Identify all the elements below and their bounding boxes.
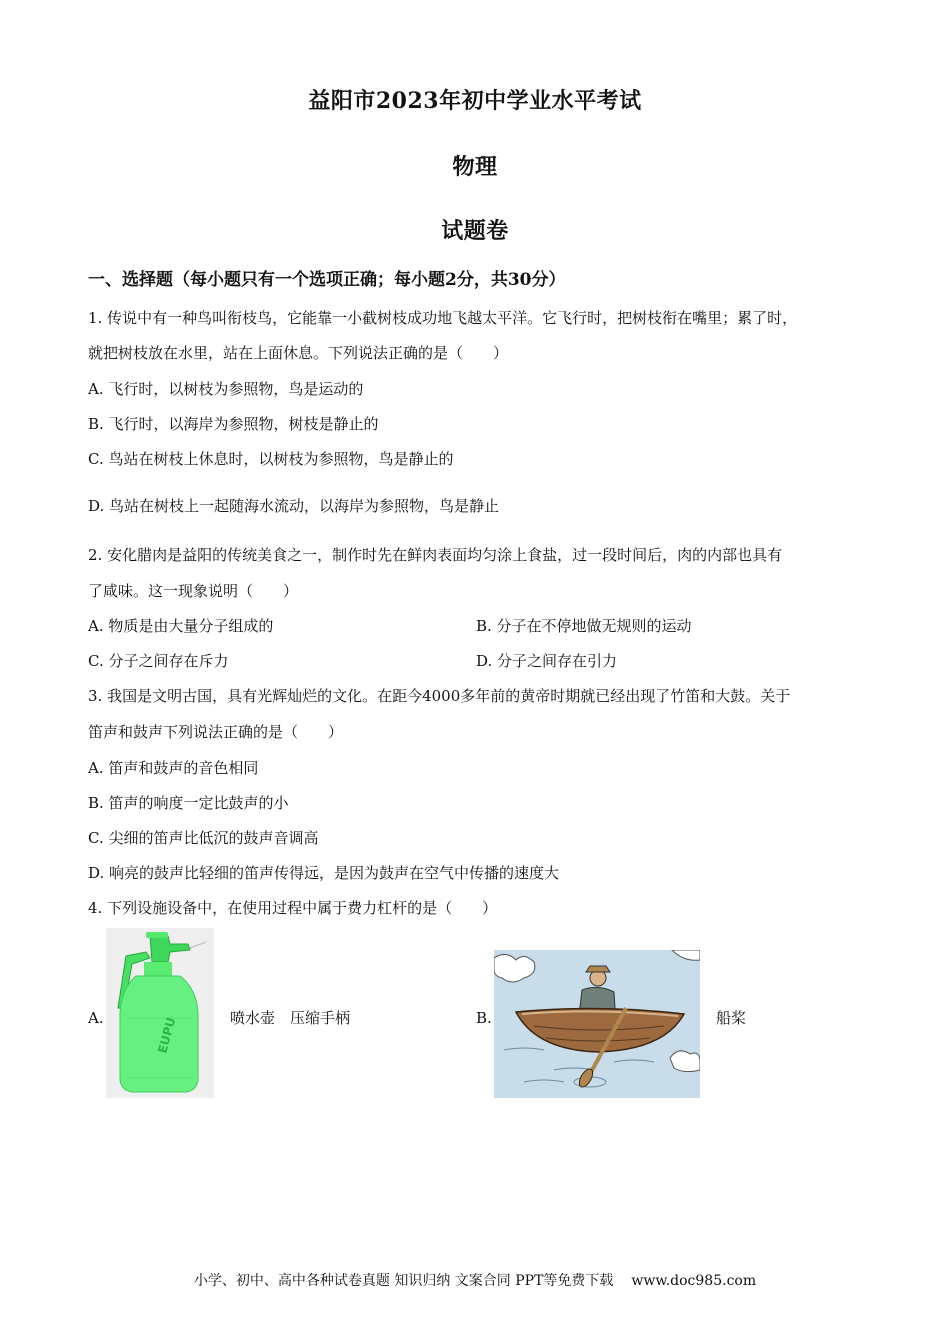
question-4-option-a-letter: A. <box>88 1009 104 1027</box>
question-1-option-a: A. 飞行时，以树枝为参照物，鸟是运动的 <box>88 380 364 398</box>
question-1-stem-line-2: 就把树枝放在水里，站在上面休息。下列说法正确的是（ ） <box>88 344 509 362</box>
question-4-option-b-letter: B. <box>476 1009 492 1027</box>
question-2-option-b: B. 分子在不停地做无规则的运动 <box>476 617 692 635</box>
section-heading: 一、选择题（每小题只有一个选项正确；每小题2分，共30分） <box>88 270 566 290</box>
question-2-stem-line-2: 了咸味。这一现象说明（ ） <box>88 582 299 600</box>
footer-text: 小学、初中、高中各种试卷真题 知识归纳 文案合同 PPT等免费下载 <box>193 1273 614 1289</box>
exam-title: 益阳市2023年初中学业水平考试 <box>308 88 642 114</box>
question-2-option-d: D. 分子之间存在引力 <box>476 652 618 670</box>
footer-url[interactable]: www.doc985.com <box>631 1273 757 1289</box>
question-4-option-b-caption: 船桨 <box>716 1009 747 1027</box>
paper-title: 试题卷 <box>441 218 509 244</box>
question-3-option-a: A. 笛声和鼓声的音色相同 <box>88 759 259 777</box>
question-4-stem: 4. 下列设施设备中，在使用过程中属于费力杠杆的是（ ） <box>88 899 498 917</box>
question-2-option-a: A. 物质是由大量分子组成的 <box>88 617 274 635</box>
question-1-option-c: C. 鸟站在树枝上休息时，以树枝为参照物，鸟是静止的 <box>88 450 454 468</box>
bottle-brand-label: EUPU <box>155 1015 179 1055</box>
subject-title: 物理 <box>452 154 498 180</box>
spray-bottle-image <box>106 928 214 1098</box>
question-1-option-b: B. 飞行时，以海岸为参照物，树枝是静止的 <box>88 415 379 433</box>
question-3-option-c: C. 尖细的笛声比低沉的鼓声音调高 <box>88 829 319 847</box>
rowing-boat-illustration <box>494 950 700 1098</box>
question-3-stem-line-1: 3. 我国是文明古国，具有光辉灿烂的文化。在距今4000多年前的黄帝时期就已经出现了竹笛和大鼓。关于 <box>88 687 791 705</box>
rowing-boat-image <box>494 950 700 1098</box>
question-3-option-d: D. 响亮的鼓声比轻细的笛声传得远，是因为鼓声在空气中传播的速度大 <box>88 864 560 882</box>
question-4-option-a-caption: 喷水壶 压缩手柄 <box>230 1009 351 1027</box>
page-footer <box>0 1270 950 1290</box>
question-3-option-b: B. 笛声的响度一定比鼓声的小 <box>88 794 289 812</box>
question-2-stem-line-1: 2. 安化腊肉是益阳的传统美食之一，制作时先在鲜肉表面均匀涂上食盐，过一段时间后，肉的内部也具有 <box>88 546 783 564</box>
question-2-option-c: C. 分子之间存在斥力 <box>88 652 229 670</box>
question-1-stem-line-1: 1. 传说中有一种鸟叫衔枝鸟，它能靠一小截树枝成功地飞越太平洋。它飞行时，把树枝衔在嘴里；累了时， <box>88 309 798 327</box>
spray-bottle-illustration <box>106 928 214 1098</box>
question-1-option-d: D. 鸟站在树枝上一起随海水流动，以海岸为参照物，鸟是静止 <box>88 497 500 515</box>
question-3-stem-line-2: 笛声和鼓声下列说法正确的是（ ） <box>88 723 344 741</box>
